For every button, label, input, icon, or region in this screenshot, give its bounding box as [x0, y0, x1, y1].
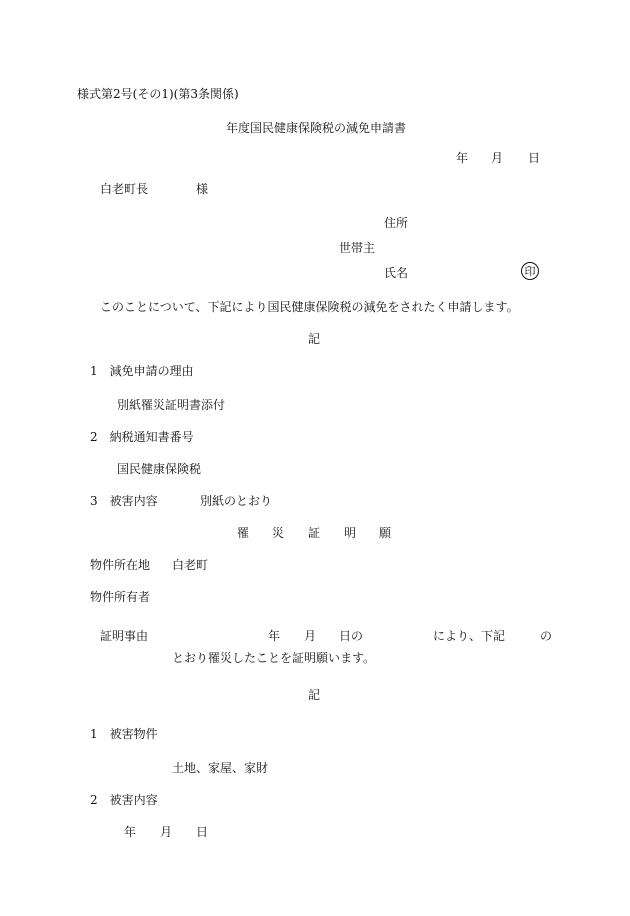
- form-number: 様式第2号(その1)(第3条関係): [77, 87, 239, 101]
- addressee: 白老町長: [100, 182, 149, 196]
- request-statement: このことについて、下記により国民健康保険税の減免をされたく申請します。: [100, 300, 519, 314]
- certificate-title-char: 証: [308, 526, 321, 540]
- proof-year: 年: [268, 629, 281, 643]
- form-title: 年度国民健康保険税の減免申請書: [226, 121, 407, 135]
- notes-heading: 記: [308, 332, 321, 346]
- reduction-reason-value: 別紙罹災証明書添付: [117, 398, 226, 412]
- certificate-notes-heading: 記: [308, 688, 321, 702]
- reduction-reason-label: 1 減免申請の理由: [90, 364, 194, 378]
- certificate-title-char: 罹: [237, 526, 250, 540]
- tax-notice-number-label: 2 納税通知書番号: [90, 430, 194, 444]
- address-label: 住所: [384, 216, 409, 230]
- property-owner-label: 物件所有者: [90, 590, 151, 604]
- bottom-year: 年: [124, 825, 137, 839]
- certificate-title-char: 願: [379, 526, 392, 540]
- damage-content-value: 別紙のとおり: [200, 494, 273, 508]
- name-label: 氏名: [384, 266, 409, 280]
- damage-content-label: 3 被害内容: [90, 494, 158, 508]
- date-month: 月: [491, 151, 504, 165]
- bottom-day: 日: [196, 825, 209, 839]
- bottom-month: 月: [160, 825, 173, 839]
- tax-notice-number-value: 国民健康保険税: [117, 462, 202, 476]
- household-head-label: 世帯主: [339, 241, 376, 255]
- damaged-property-value: 土地、家屋、家財: [172, 761, 269, 775]
- proof-reason-label: 証明事由: [100, 629, 149, 643]
- proof-month: 月: [304, 629, 317, 643]
- property-location-value: 白老町: [172, 558, 209, 572]
- property-location-label: 物件所在地: [90, 558, 151, 572]
- damage-detail-label: 2 被害内容: [90, 793, 158, 807]
- proof-request-text: とおり罹災したことを証明願います。: [172, 651, 376, 665]
- date-day: 日: [528, 151, 541, 165]
- addressee-honorific: 様: [196, 182, 209, 196]
- proof-no-text: の: [540, 629, 553, 643]
- proof-day: 日の: [339, 629, 364, 643]
- proof-by-text: により、下記: [433, 629, 506, 643]
- certificate-title-char: 災: [272, 526, 285, 540]
- date-year: 年: [456, 151, 469, 165]
- certificate-title-char: 明: [344, 526, 357, 540]
- damaged-property-label: 1 被害物件: [90, 727, 158, 741]
- seal-mark: 印: [521, 262, 539, 280]
